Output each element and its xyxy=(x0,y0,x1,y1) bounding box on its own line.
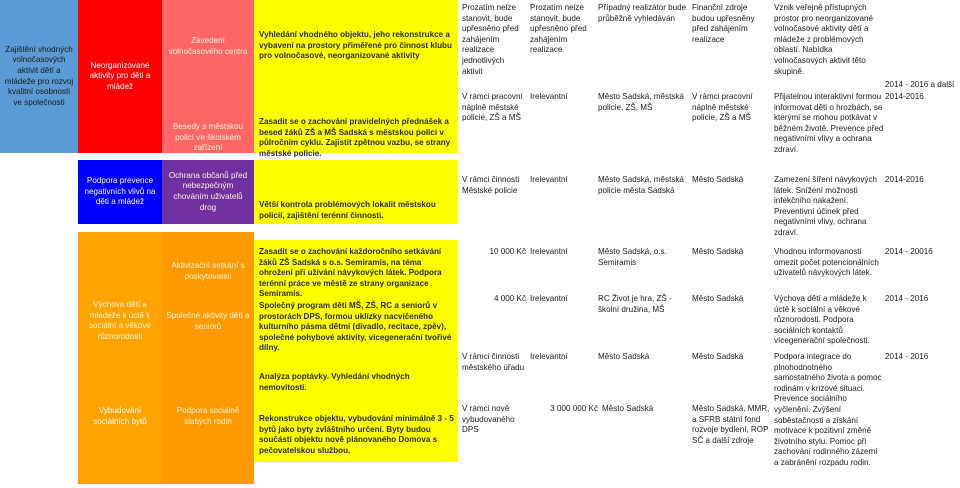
measure-cell xyxy=(162,160,254,224)
implementer-text: RC Život je hra, ZŠ - školní družina, MŠ xyxy=(598,294,672,314)
financing-text: V rámci činnosti městského úřadu xyxy=(462,352,525,372)
action-text: Společný program dětí MŠ, ZŠ, RC a seniorů v prostorách DPS, formou uklízky nacvičeného kulturního pásma dětmi (divadlo, recitace, zpěv), společné pohybové aktivity, vícegenerační tvořivé dílny. xyxy=(259,301,452,353)
outputs-text: Výchova dětí a mládeže k úctě k sociální a věkové různorodosti. Podpora sociálních kontaktů vícegenerační společnosti. xyxy=(774,294,870,346)
priority-label: Podpora prevence negativních vlivů na děti a mládež xyxy=(84,176,156,207)
implementer-text: Město Sadská xyxy=(598,352,650,361)
partner-text: Město Sadská xyxy=(692,352,744,361)
sources-text: Irelevantní xyxy=(530,92,568,101)
measure-label: Ochrana občanů před nebezpečným chováním uživatelů drog xyxy=(168,170,248,212)
partner-text: Město Sadská xyxy=(692,175,744,184)
action-text: Zasadit se o zachování každoročního setkávání žáků ZŠ Sadská s o.s. Semiramis, na téma ohrožení při užívání návykových látek. Podpora terénní práce ve městě ze strany organizace Semiramis. xyxy=(259,247,442,299)
measure-label: Podpora sociálně slabých rodin xyxy=(176,406,240,426)
implementer-text: Město Sadská xyxy=(602,404,654,413)
action-text: Rekonstrukce objektu, vybudování minimálně 3 - 5 bytů jako byty zvláštního určení. Byty budou součástí objektu nově plánovaného Domova s pečovatelskou službou. xyxy=(259,414,454,455)
financing-text: Prozatím nelze stanovit, bude upřesněno před zahájením realizace jednotlivých aktivit xyxy=(462,3,519,76)
term-text: 2014 - 2016 a další xyxy=(885,80,955,89)
term-text: 2014 - 2016 xyxy=(885,294,929,303)
sources-text: Prozatím nelze stanovit, bude upřesněno před zahájením realizace xyxy=(530,3,587,55)
priority-label: Neorganizované aktivity pro děti a mládež xyxy=(89,60,151,91)
partner-text: Finanční zdroje budou upřesněny před zahájením realizace xyxy=(692,3,755,44)
financing-text: 4 000 Kč xyxy=(494,294,526,303)
partner-text: V rámci pracovní náplně městské policie, ZŠ a MŠ xyxy=(692,92,753,123)
outputs-text: Vhodnou informovaností omezit počet potencionálních uživatelů návykových látek. xyxy=(774,247,879,278)
action-text: Analýza poptávky. Vyhledání vhodných nemovitostí. xyxy=(259,372,410,392)
action-text: Vyhledání vhodného objektu, jeho rekonstrukce a vybavení na prostory přiměřené pro činnost klubu pro volnočasové, neorganizované aktivity xyxy=(259,30,452,61)
priority-area xyxy=(78,232,162,484)
term-text: 2014-2016 xyxy=(885,175,924,184)
sources-text: Irelevantní xyxy=(530,294,568,303)
outputs-text: Přijatelnou interaktivní formou informovat děti o hrozbách, se kterými se mohou potkávat v běžném životě. Prevence před negativními vlivy a ochrana zdraví. xyxy=(774,92,884,154)
term-text: 2014 - 2016 xyxy=(885,352,929,361)
priority-label: Vybudování sociálních bytů xyxy=(93,406,147,426)
financing-text: 10 000 Kč xyxy=(489,247,526,256)
priority-label: Výchova dětí a mládeže k úctě k sociální a věkové různorodosti xyxy=(88,300,152,341)
implementer-text: Případný realizátor bude průběžně vyhledáván xyxy=(598,3,687,23)
priority-cell xyxy=(78,0,162,153)
outputs-text: Podpora integrace do plnohodnotného samostatného života a pomoc rodinám v krizové situaci. Prevence sociálního vyčlenění. Zvýšení soběstačnosti a získání motivace k pozitivní změně životního stylu. Pomoc při zachování rodinného zázemí a zabránění rozpadu rodin. xyxy=(774,352,882,467)
measure-label: Společné aktivity dětí a seniorů xyxy=(166,311,250,331)
implementer-text: Město Sadská, městská policie města Sadská xyxy=(598,175,684,195)
sources-text: Irelevantní xyxy=(530,352,568,361)
term-text: 2014 - 20016 xyxy=(885,247,933,256)
term-text: 2014-2016 xyxy=(885,92,924,101)
goal-cell xyxy=(0,0,78,153)
financing-text: V rámci činnosti Městské policie xyxy=(462,175,520,195)
outputs-text: Zamezení šíření návykových látek. Snížení možnosti infekčního nakažení. Preventivní účinek před negativními vlivy, ochrana zdraví. xyxy=(774,175,878,237)
measure-label: Zavedení volnočasového centra xyxy=(168,36,248,56)
partner-text: Město Sadská xyxy=(692,294,744,303)
action-text: Zasadit se o zachování pravidelných přednášek a besed žáků ZŠ a MŠ Sadská s městskou policí v půlročním cyklu. Zajistit zpětnou vazbu, se strany městské policie. xyxy=(259,117,451,158)
partner-text: Město Sadská, MMR, a SFRB státní fond rozvoje bydlení, ROP SČ a další zdroje xyxy=(692,404,770,445)
goal-text: Zajištění vhodných volnočasových aktivit dětí a mládeže pro rozvoj kvalitní osobnosti ve společnosti xyxy=(4,44,74,107)
implementer-text: Město Sadská, o.s. Semiramis xyxy=(598,247,667,267)
outputs-text: Vznik veřejně přístupných prostor pro neorganizované volnočasové aktivity dětí a mládeže z problémových oblastí. Nabídka volnočasových aktivit těto skupině. xyxy=(774,3,873,76)
partner-text: Město Sadská xyxy=(692,247,744,256)
measure-label: Aktivizační setkání s poskytovateli xyxy=(171,261,245,281)
sources-text: Irelevantní xyxy=(530,175,568,184)
sources-text: Irelevantní xyxy=(530,247,568,256)
priority-cell xyxy=(78,160,162,224)
financing-text: V rámci nově vybudovaného DPS xyxy=(462,404,515,435)
action-text: Větší kontrola problémových lokalit městskou policií, zajištění terénní činnosti. xyxy=(259,200,436,220)
implementer-text: Město Sadská, městská policie, ZŠ, MŠ xyxy=(598,92,684,112)
financing-text: V rámci pracovní náplně městské policie, ZŠ a MŠ xyxy=(462,92,523,123)
sources-text: 3 000 000 Kč xyxy=(550,404,598,413)
measure-label: Besedy s městskou policí ve školském zařízení xyxy=(172,122,244,153)
